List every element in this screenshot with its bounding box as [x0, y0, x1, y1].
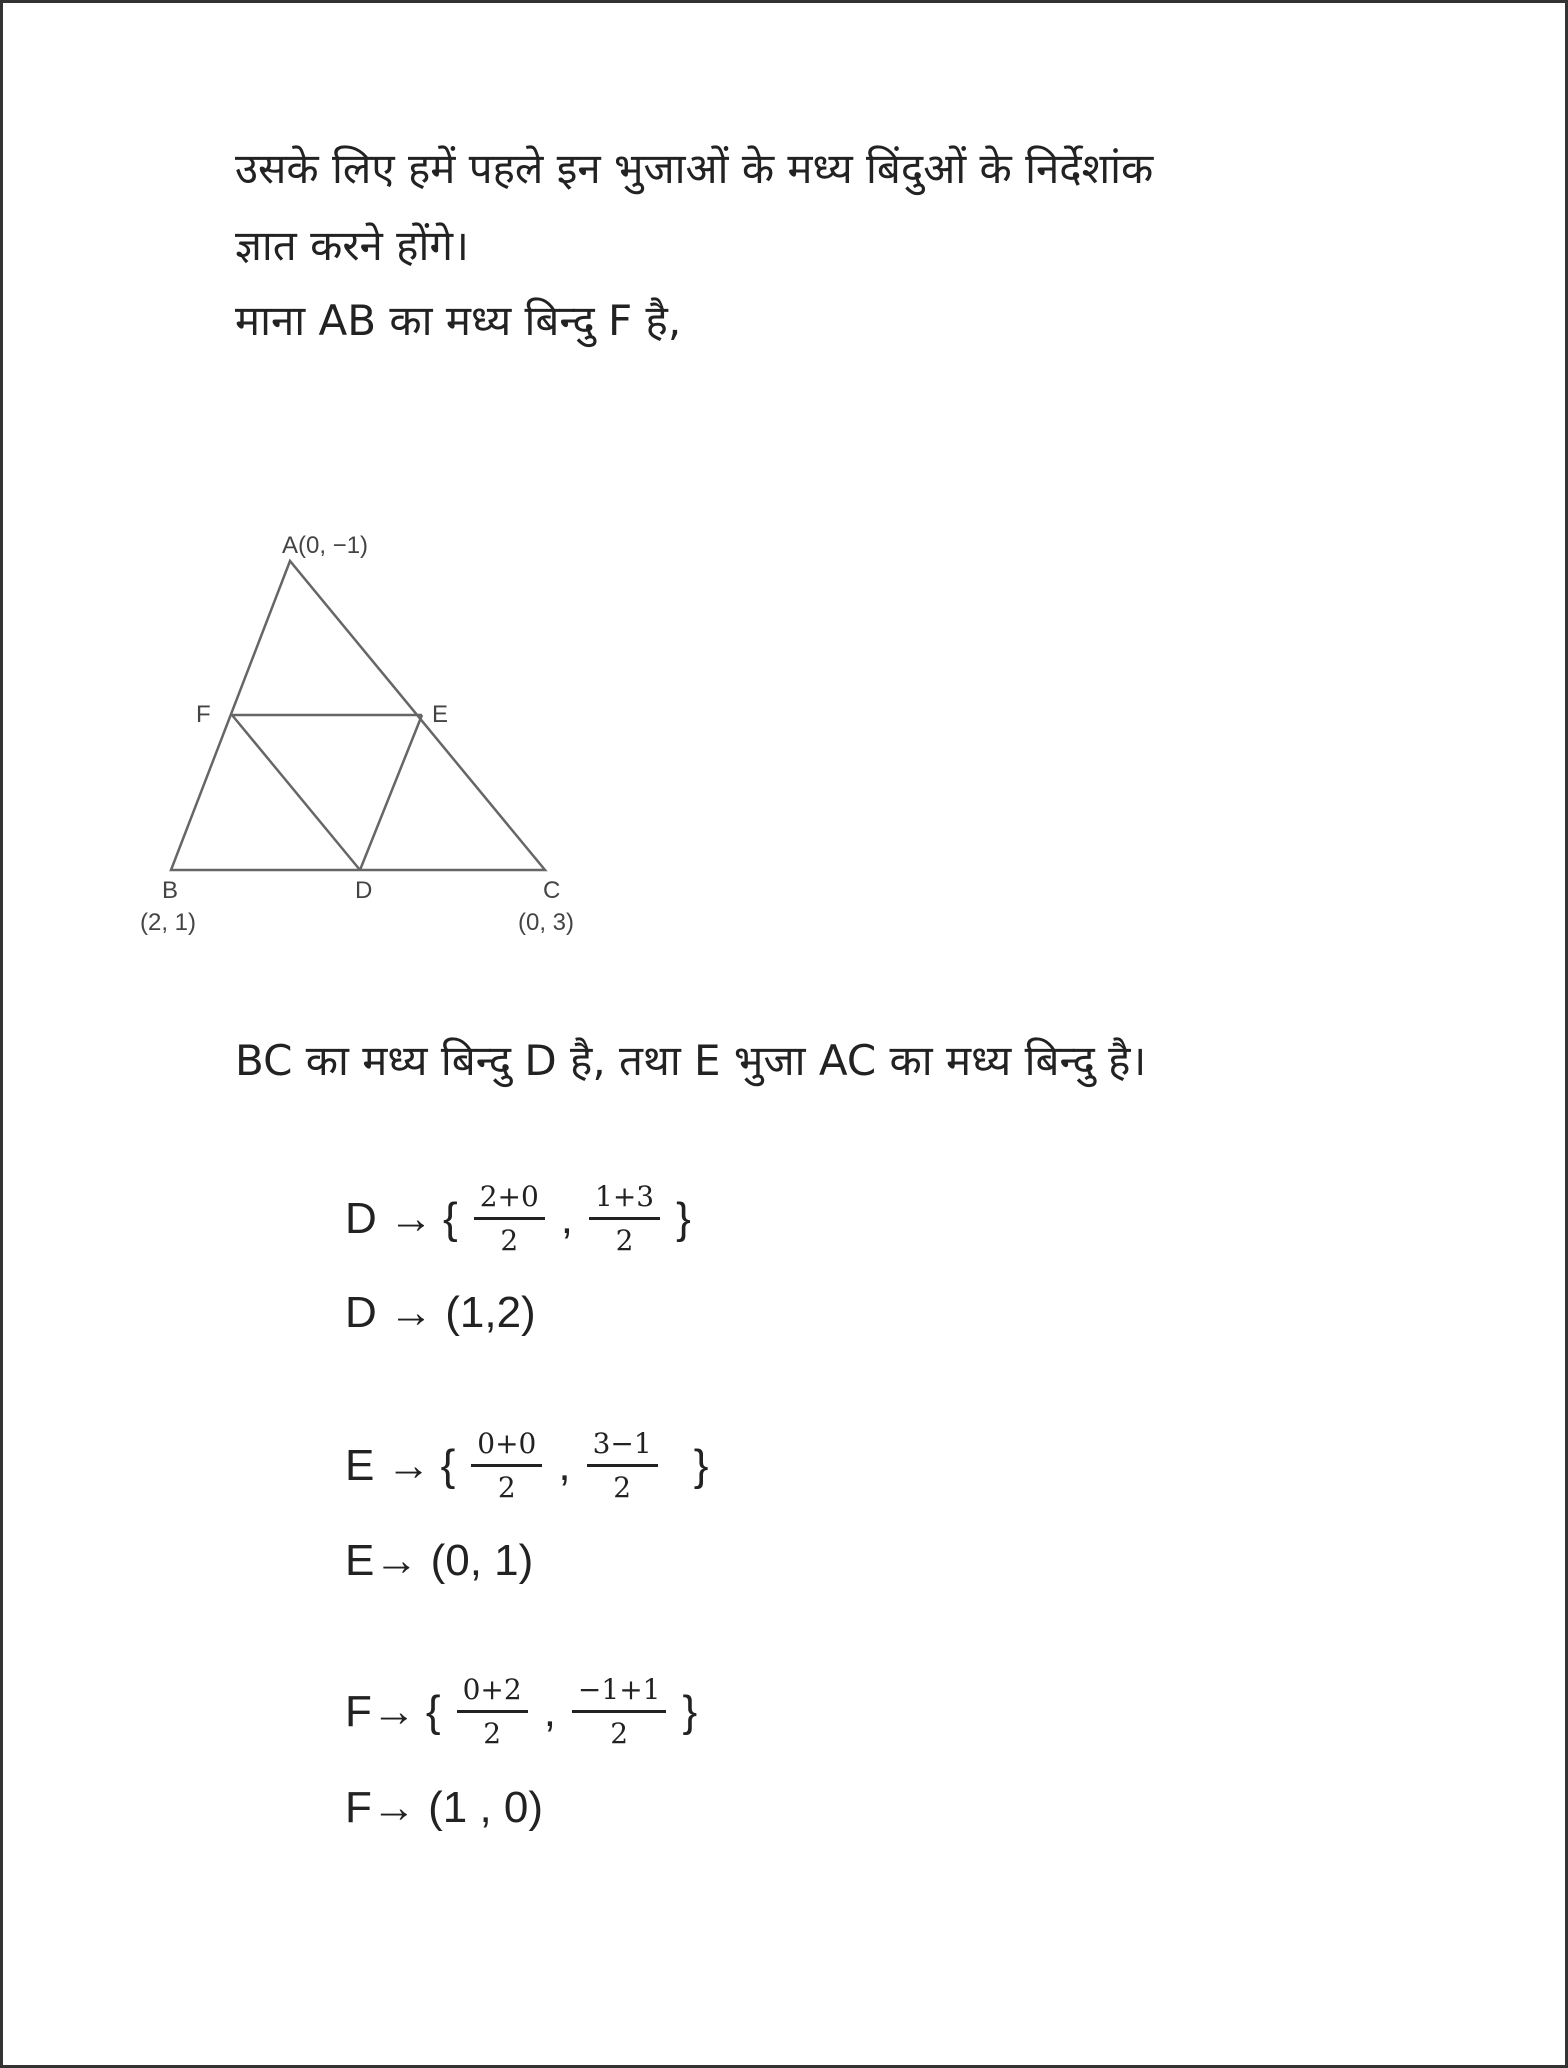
segment-fd	[232, 715, 360, 870]
numerator: 2+0	[474, 1180, 545, 1220]
open-brace: {	[443, 1193, 458, 1243]
numerator: 0+2	[457, 1673, 528, 1713]
label-f: F	[196, 701, 211, 728]
label-a: A(0, −1)	[282, 532, 369, 559]
numerator: −1+1	[572, 1673, 667, 1713]
comma: ,	[560, 1193, 574, 1243]
numerator: 3−1	[587, 1427, 658, 1467]
eq-lhs: F→	[345, 1686, 416, 1736]
label-e: E	[432, 701, 449, 728]
close-brace: }	[682, 1686, 698, 1736]
numerator: 1+3	[589, 1180, 660, 1220]
open-brace: {	[425, 1686, 441, 1736]
denominator: 2	[610, 1717, 629, 1750]
intro-line-1: उसके लिए हमें पहले इन भुजाओं के मध्य बिंदुओं के निर्देशांक	[235, 144, 1154, 193]
denominator: 2	[615, 1224, 634, 1257]
close-brace: }	[693, 1440, 709, 1490]
equation-d-result: D → (1,2)	[345, 1288, 536, 1337]
midpoints-statement: BC का मध्य बिन्दु D है, तथा E भुजा AC का मध्य बिन्दु है।	[235, 1036, 1147, 1085]
fraction-x	[471, 1427, 542, 1504]
fraction-y	[589, 1180, 660, 1257]
label-b: B	[162, 877, 179, 904]
eq-lhs: E →	[345, 1440, 431, 1490]
equation-d-formula	[345, 1180, 691, 1257]
denominator: 2	[613, 1471, 632, 1504]
triangle-diagram	[0, 0, 1568, 1000]
fraction-x	[457, 1673, 528, 1750]
denominator: 2	[483, 1717, 502, 1750]
fraction-y	[572, 1673, 667, 1750]
fraction-y	[587, 1427, 658, 1504]
eq-lhs: D →	[345, 1193, 433, 1243]
denominator: 2	[497, 1471, 516, 1504]
open-brace: {	[440, 1440, 456, 1490]
close-brace: }	[676, 1193, 691, 1243]
segment-ed	[360, 715, 422, 870]
label-c: C	[543, 877, 561, 904]
intro-line-3: माना AB का मध्य बिन्दु F है,	[235, 296, 682, 345]
intro-line-2: ज्ञात करने होंगे।	[235, 221, 469, 270]
fraction-x	[474, 1180, 545, 1257]
label-d: D	[355, 877, 373, 904]
equation-f-result: F→ (1 , 0)	[345, 1783, 544, 1832]
comma: ,	[558, 1440, 571, 1490]
comma: ,	[543, 1686, 556, 1736]
numerator: 0+0	[471, 1427, 542, 1467]
label-b-coord: (2, 1)	[140, 909, 197, 936]
equation-e-formula	[345, 1427, 708, 1504]
denominator: 2	[500, 1224, 519, 1257]
equation-e-result: E→ (0, 1)	[345, 1536, 534, 1585]
label-c-coord: (0, 3)	[518, 909, 575, 936]
equation-f-formula	[345, 1673, 697, 1750]
